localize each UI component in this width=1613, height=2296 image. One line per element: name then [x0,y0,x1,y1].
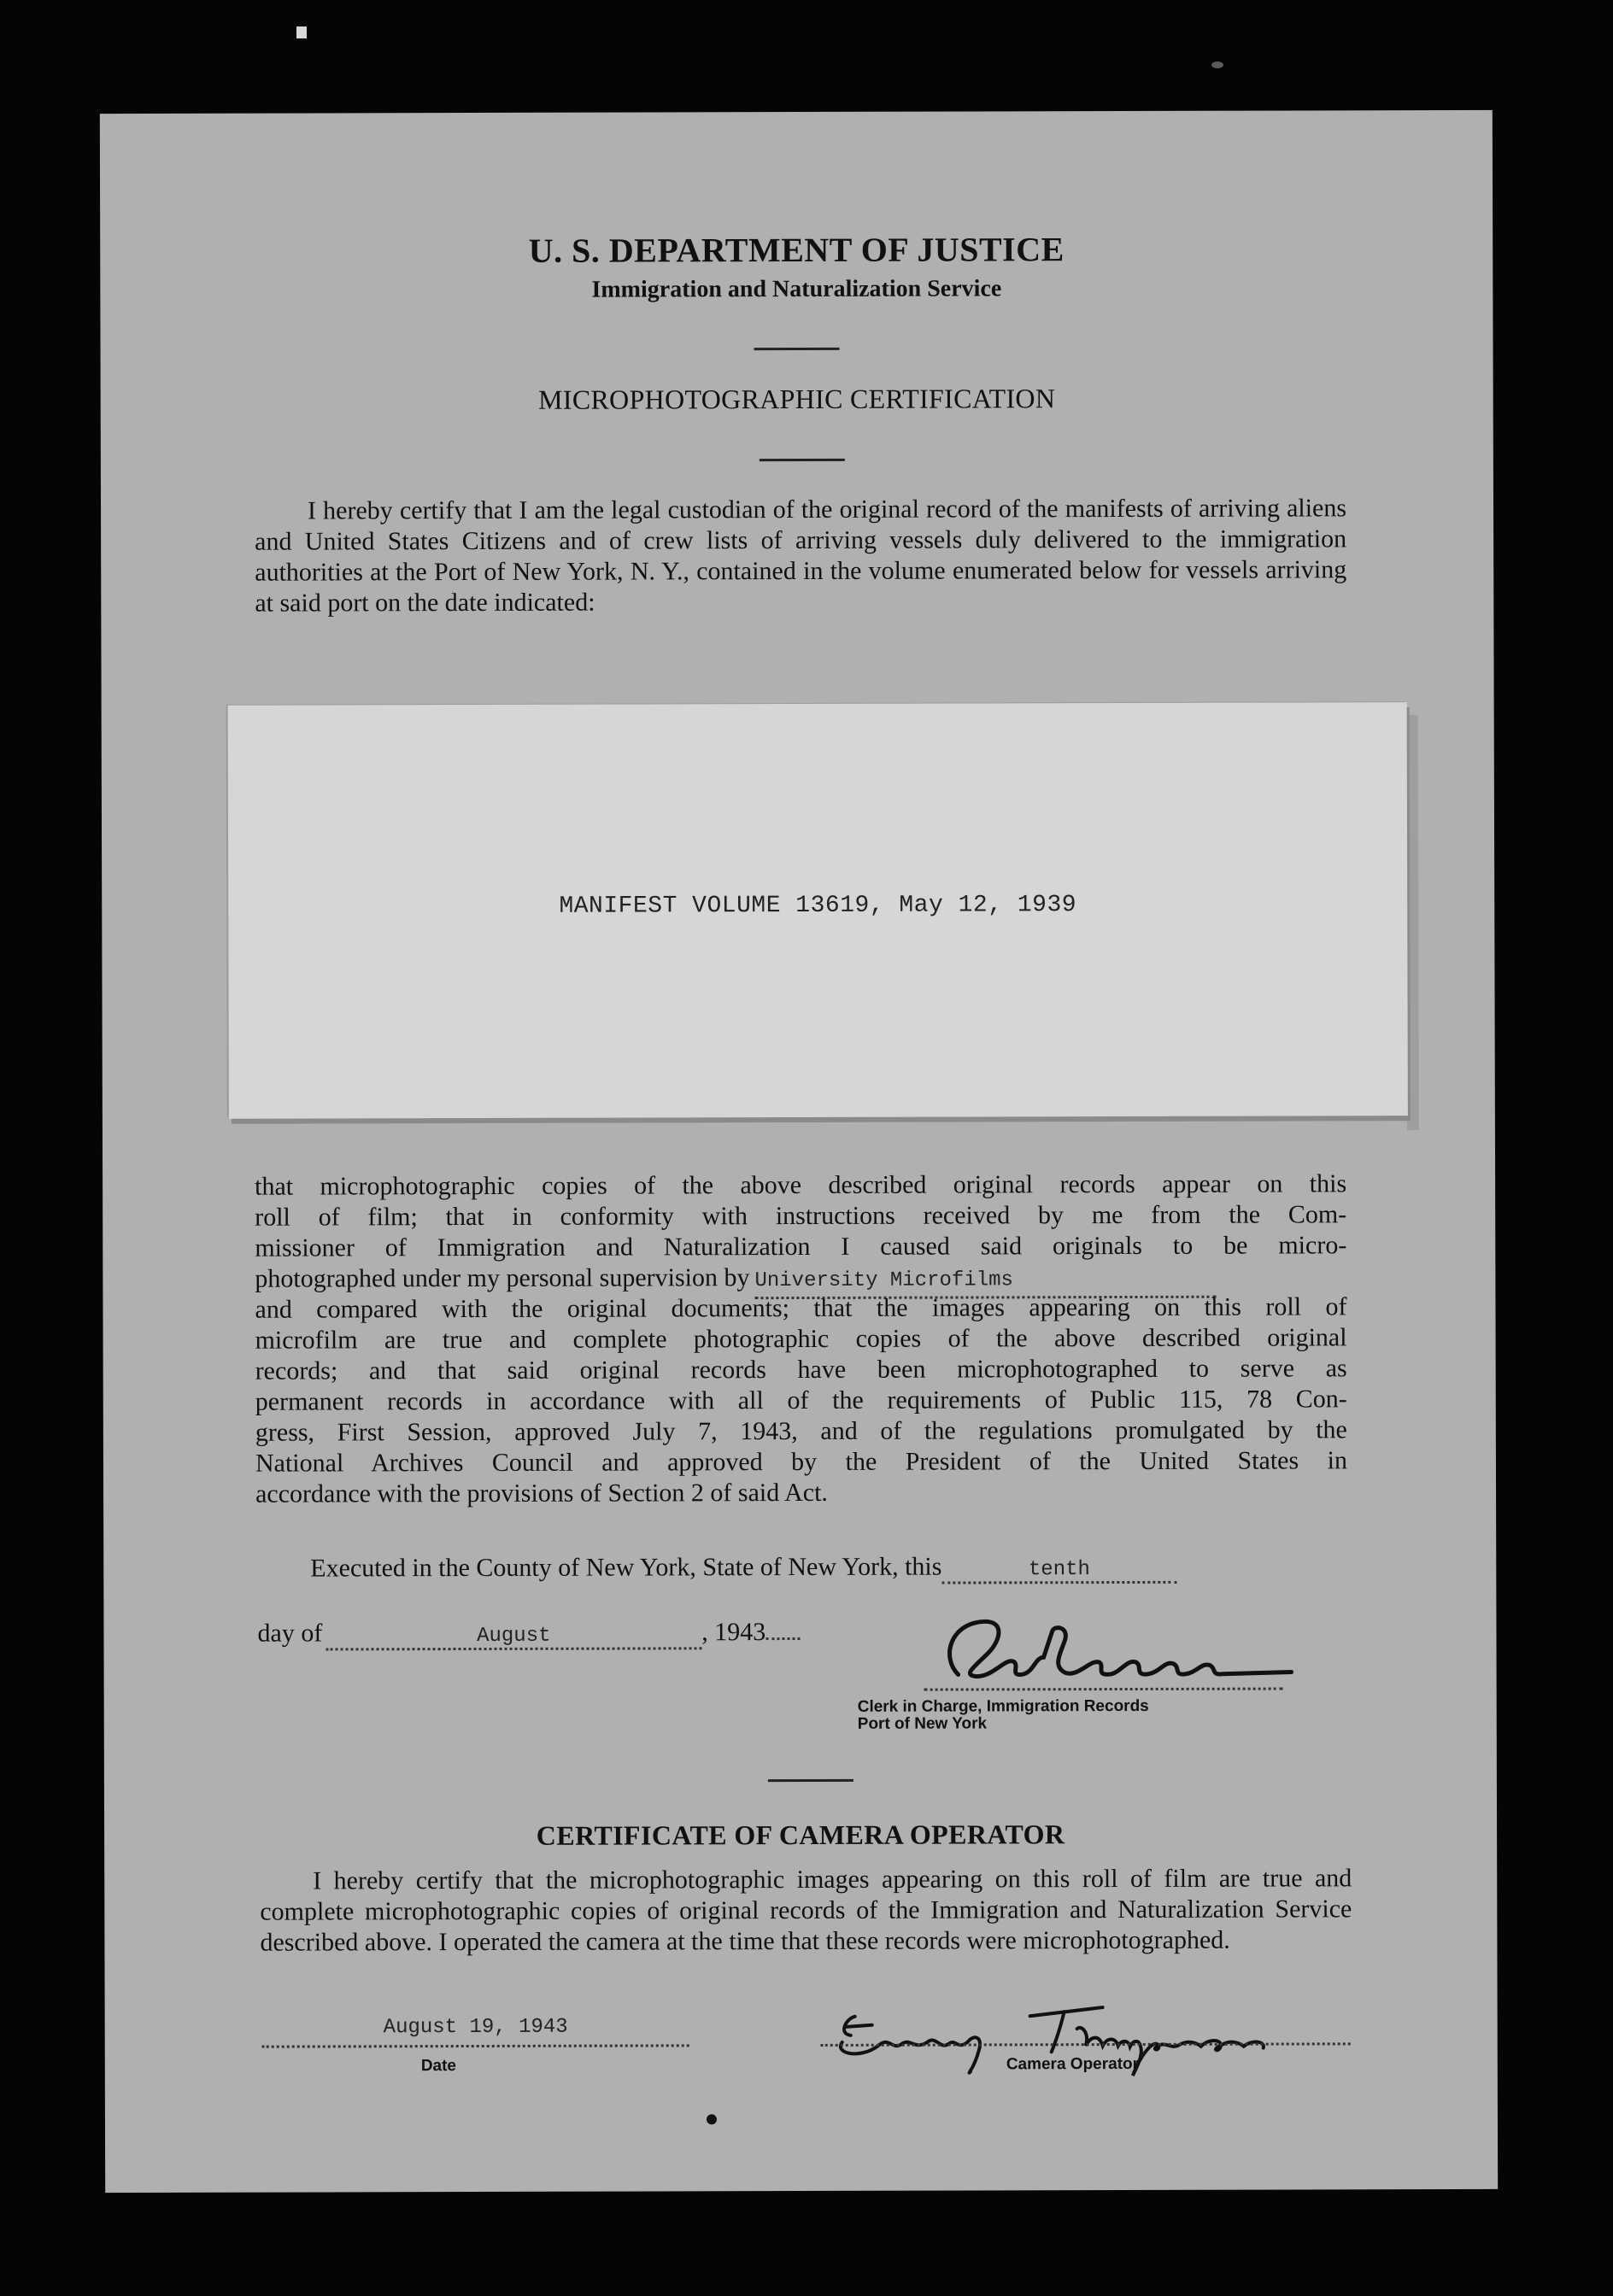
manifest-slip [228,702,1408,1119]
camera-operator-heading: CERTIFICATE OF CAMERA OPERATOR [536,1819,1065,1851]
supervisor-value: University Microfilms [754,1268,1013,1293]
body-line: National Archives Council and approved by the President of the United States in [255,1446,1347,1478]
certification-sheet [100,110,1498,2193]
camera-operator-paragraph: I hereby certify that the microphotographic images appearing on this roll of film are true and complete microphotographic copies of original records of the Immigration and Naturalization Service described above. I operated the camera at the time that these records were microphotographed. [260,1864,1352,1957]
clerk-signature [924,1605,1299,1691]
day-of-line [257,1618,800,1651]
body-paragraph [255,1168,1347,1509]
clerk-caption [858,1698,1149,1733]
year-label: , 1943 [701,1618,766,1647]
date-field [262,2015,689,2047]
day-value: tenth [1028,1558,1090,1582]
day-field [941,1552,1176,1584]
body-line-supervisor [255,1261,1346,1294]
intro-paragraph: I hereby certify that I am the legal custodian of the original record of the manifests of arriving aliens and United States Citizens and of crew lists of arriving vessels duly delivered to the immigration authorities at the Port of New York, N. Y., contained in the volume enumerated below for vessels arriving at said port on the date indicated: [255,494,1347,618]
body-line: microfilm are true and complete photographic copies of the above described original [255,1323,1347,1355]
clerk-title: Clerk in Charge, Immigration Records [857,1696,1149,1716]
month-field [326,1618,701,1650]
divider [768,1779,853,1782]
manifest-volume-text: MANIFEST VOLUME 13619, May 12, 1939 [559,892,1077,920]
department-heading: U. S. DEPARTMENT OF JUSTICE [528,230,1065,270]
body-line: that microphotographic copies of the above described original records appear on this [255,1169,1347,1201]
body-line: gress, First Session, approved July 7, 1943, and of the regulations promulgated by the [255,1415,1347,1447]
execution-label: Executed in the County of New York, State of New York, this [310,1552,942,1583]
divider [754,348,840,350]
certification-title: MICROPHOTOGRAPHIC CERTIFICATION [538,383,1056,415]
body-line: records; and that said original records have been microphotographed to serve as [255,1354,1347,1385]
slip-shadow [1406,715,1419,1130]
clerk-port: Port of New York [857,1714,988,1733]
body-line: and compared with the original documents; that the images appearing on this roll of [255,1292,1347,1324]
film-speck [296,26,307,38]
execution-line [310,1552,1176,1586]
body-line: permanent records in accordance with all of the requirements of Public 115, 78 Con- [255,1385,1347,1416]
body-line: missioner of Immigration and Naturalization I caused said originals to be micro- [255,1231,1347,1262]
year-dots [765,1637,800,1640]
date-value: August 19, 1943 [383,2015,568,2040]
operator-label: Camera Operator [1006,2054,1140,2074]
date-label: Date [420,2057,457,2076]
month-value: August [477,1624,551,1648]
punch-dot [707,2114,717,2124]
divider [760,459,845,461]
day-of-label: day of [257,1619,323,1648]
body-line: roll of film; that in conformity with instructions received by me from the Com- [255,1200,1347,1232]
supervisor-label: photographed under my personal supervision by [255,1263,750,1293]
film-speck [1211,62,1223,68]
service-subheading: Immigration and Naturalization Service [591,275,1002,303]
body-line: accordance with the provisions of Section 2 of said Act. [255,1478,828,1508]
